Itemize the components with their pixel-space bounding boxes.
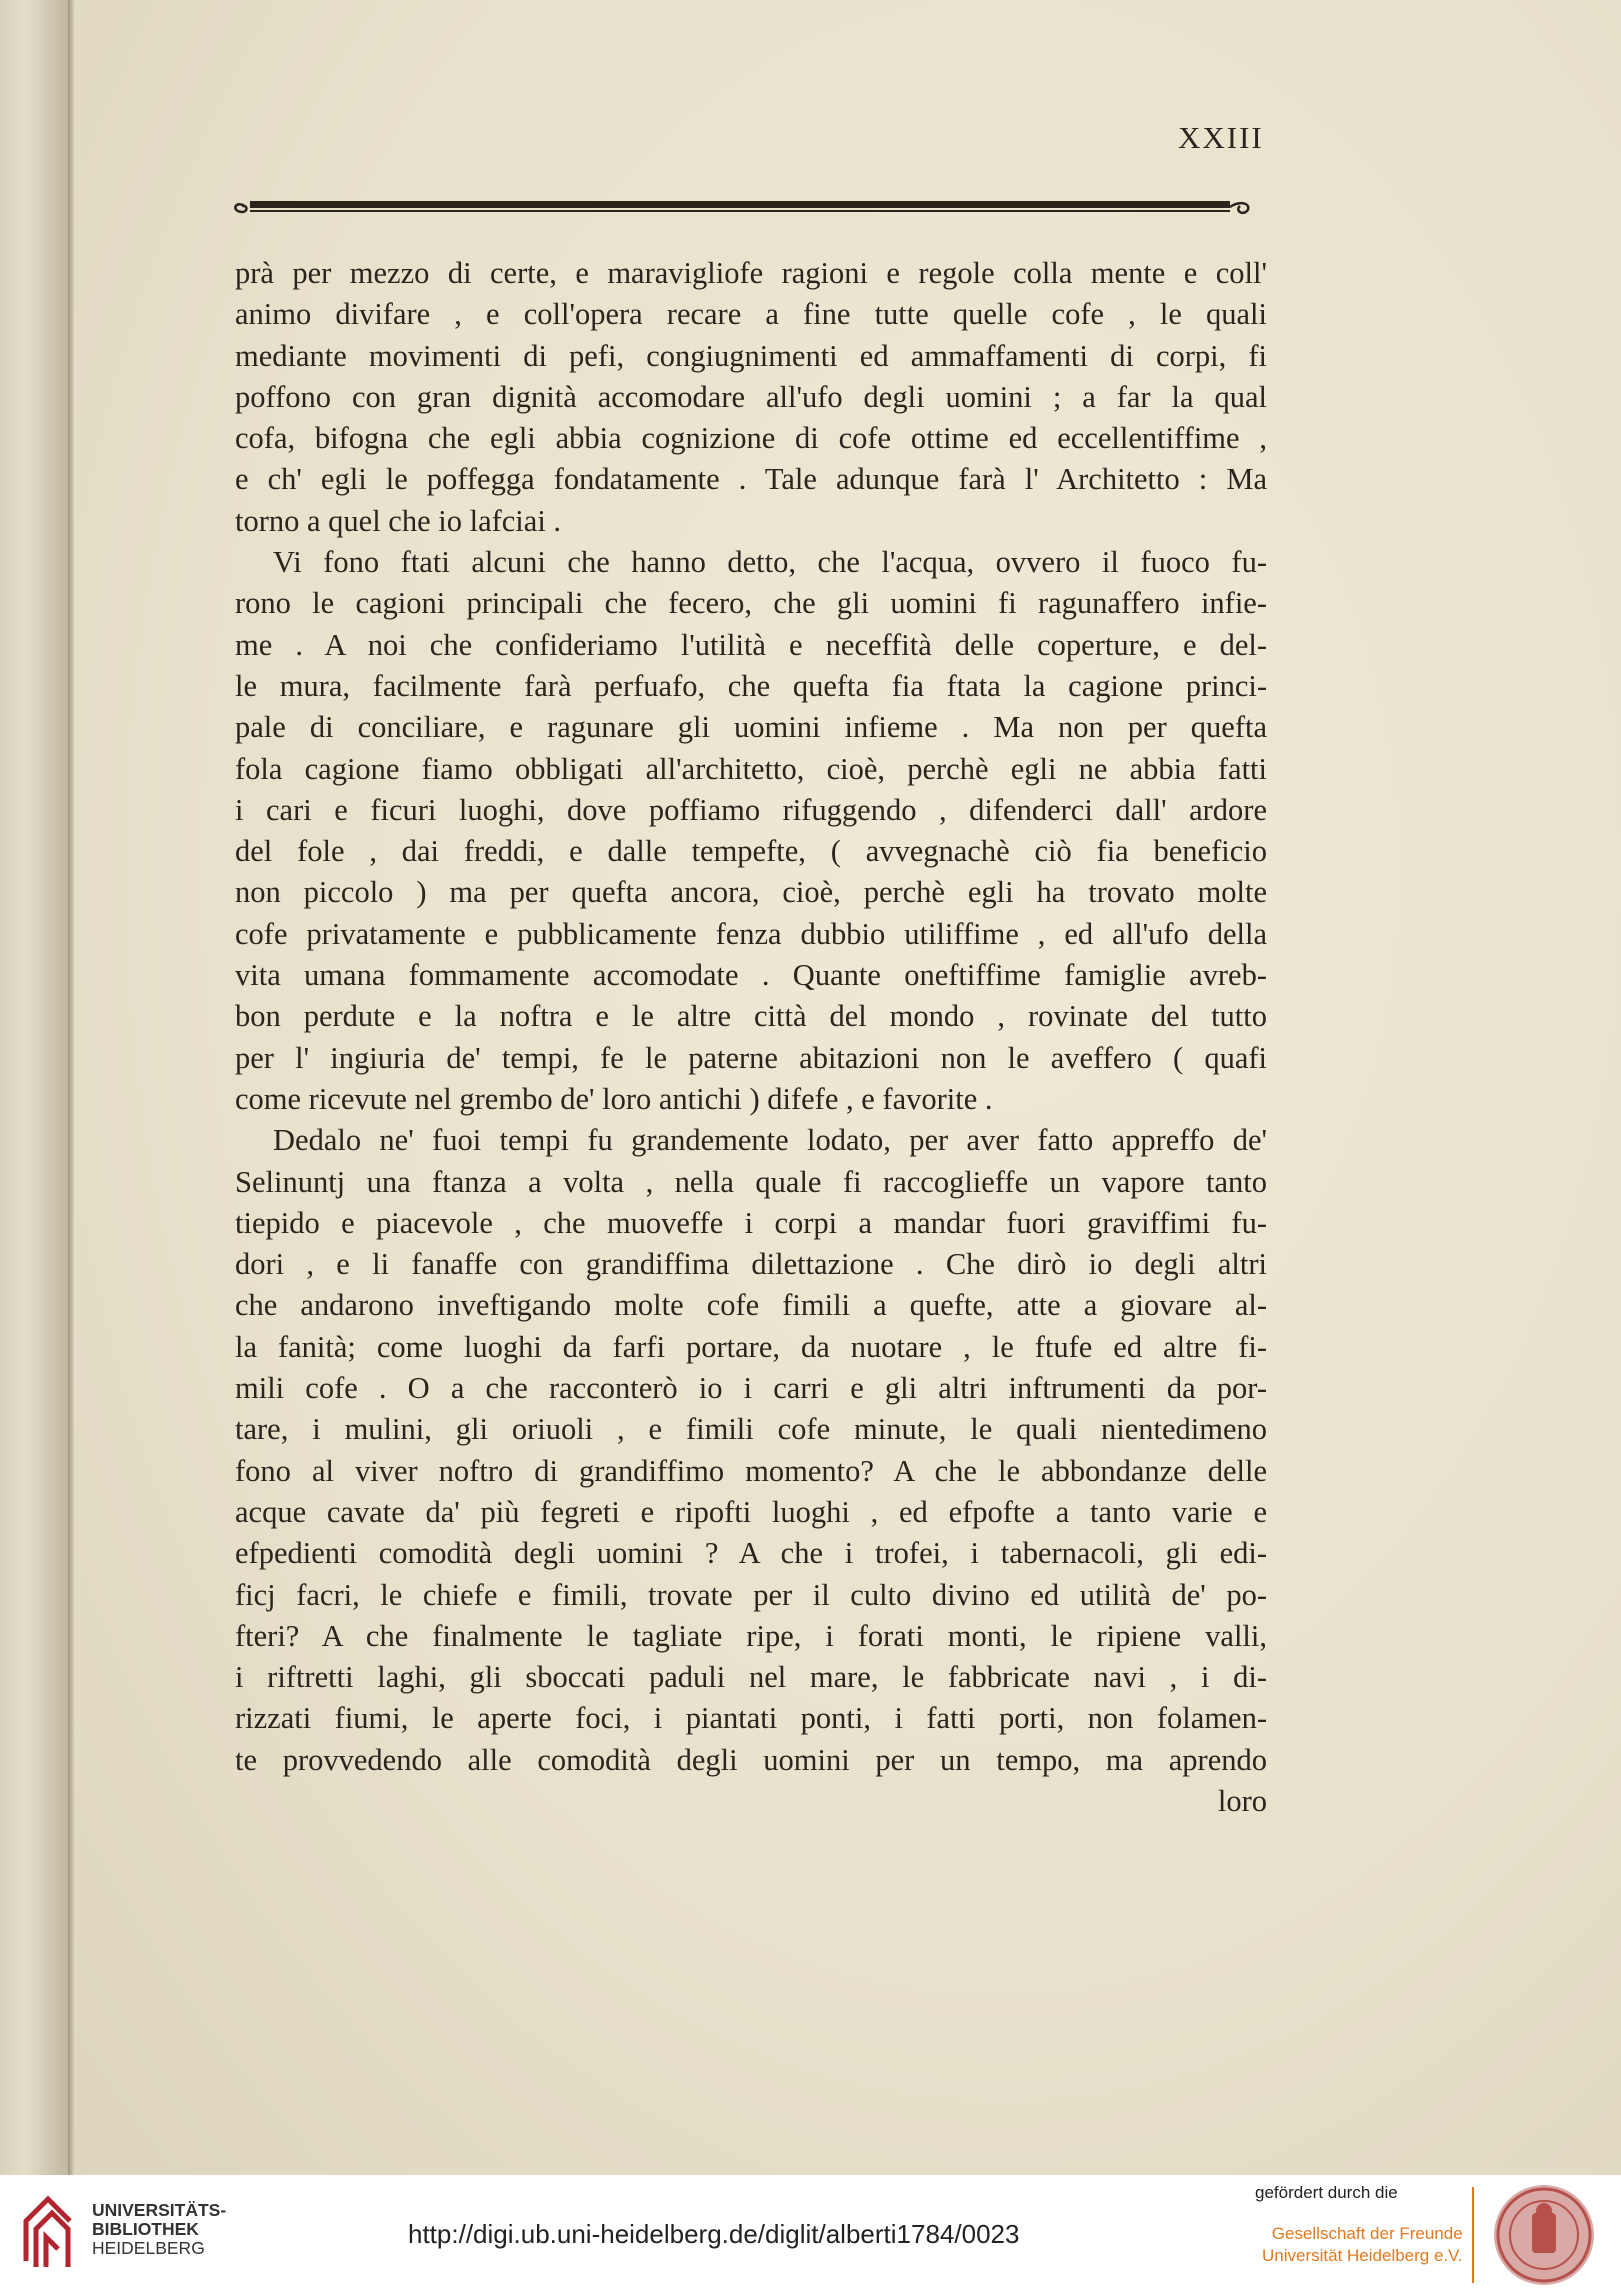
body-text <box>235 253 1267 1822</box>
text-line: te provvedendo alle comodità degli uomini per un tempo, ma aprendo <box>235 1742 1267 1777</box>
text-line: come ricevute nel grembo de' loro antichi ) difefe , e favorite . <box>235 1081 993 1116</box>
text-line: poffono con gran dignità accomodare all'ufo degli uomini ; a far la qual <box>235 379 1267 414</box>
text-line: le mura, facilmente farà perfuafo, che quefta fia ftata la cagione princi- <box>235 668 1267 703</box>
text-line: bon perdute e la noftra e le altre città del mondo , rovinate del tutto <box>235 999 1267 1034</box>
sponsor-name[interactable] <box>1262 2223 1463 2267</box>
text-line: me . A noi che confideriamo l'utilità e neceffità delle coperture, e del- <box>235 627 1267 662</box>
text-line: che andarono inveftigando molte cofe fimili a quefte, atte a giovare al- <box>235 1288 1267 1323</box>
text-line: fola cagione fiamo obbligati all'architetto, cioè, perchè egli ne abbia fatti <box>235 751 1267 786</box>
text-line: prà per mezzo di certe, e maravigliofe ragioni e regole colla mente e coll' <box>235 256 1267 290</box>
text-line: rizzati fiumi, le aperte foci, i piantati ponti, i fatti porti, non folamen- <box>235 1701 1267 1736</box>
text-line: e ch' egli le poffegga fondatamente . Tale adunque farà l' Architetto : Ma <box>235 462 1267 497</box>
library-name <box>92 2201 226 2258</box>
text-line: vita umana fommamente accomodate . Quante oneftiffime famiglie avreb- <box>235 958 1267 993</box>
sponsor-label: gefördert durch die <box>1255 2183 1398 2202</box>
text-line: non piccolo ) ma per quefta ancora, cioè, perchè egli ha trovato molte <box>235 875 1267 910</box>
permalink-url[interactable]: http://digi.ub.uni-heidelberg.de/diglit/alberti1784/0023 <box>408 2219 1020 2249</box>
text-line: Dedalo ne' fuoi tempi fu grandemente lodato, per aver fatto appreffo de' <box>273 1123 1267 1158</box>
text-line: cofe privatamente e pubblicamente fenza dubbio utiliffime , ed all'ufo della <box>235 916 1267 951</box>
sponsor-name-line: Universität Heidelberg e.V. <box>1262 2246 1463 2265</box>
text-line: del fole , dai freddi, e dalle tempefte, ( avvegnachè ciò fia beneficio <box>235 834 1267 869</box>
text-line: dori , e li fanaffe con grandiffima dilettazione . Che dirò io degli altri <box>235 1247 1267 1282</box>
text-line: Selinuntj una ftanza a volta , nella quale fi raccoglieffe un vapore tanto <box>235 1164 1267 1199</box>
text-line: per l' ingiuria de' tempi, fe le paterne abitazioni non le aveffero ( quafi <box>235 1040 1267 1075</box>
text-line: acque cavate da' più fegreti e ripofti luoghi , ed efpofte a tanto varie e <box>235 1494 1267 1529</box>
sponsor-name-line: Gesellschaft der Freunde <box>1271 2224 1463 2243</box>
text-line: i riftretti laghi, gli sboccati paduli nel mare, le fabbricate navi , i di- <box>235 1660 1267 1695</box>
text-line: pale di conciliare, e ragunare gli uomini infieme . Ma non per quefta <box>235 710 1267 745</box>
ornamental-rule <box>232 196 1254 218</box>
binding-gutter <box>0 0 72 2175</box>
text-line: efpedienti comodità degli uomini ? A che i trofei, i tabernacoli, gli edi- <box>235 1536 1267 1571</box>
text-line: ficj facri, le chiefe e fimili, trovate per il culto divino ed utilità de' po- <box>235 1577 1267 1612</box>
viewer-footer <box>0 2175 1621 2291</box>
text-line: i cari e ficuri luoghi, dove poffiamo rifuggendo , difenderci dall' ardore <box>235 792 1267 827</box>
text-line: tare, i mulini, gli oriuoli , e fimili cofe minute, le quali nientedimeno <box>235 1412 1267 1447</box>
text-line: cofa, bifogna che egli abbia cognizione di cofe ottime ed eccellentiffime , <box>235 421 1267 456</box>
university-library-logo-icon[interactable] <box>18 2191 80 2273</box>
text-line: mili cofe . O a che racconterò io i carri e gli altri inftrumenti da por- <box>235 1371 1267 1406</box>
library-name-line: BIBLIOTHEK <box>92 2219 199 2239</box>
text-line: la fanità; come luoghi da farfi portare, da nuotare , le ftufe ed altre fi- <box>235 1329 1267 1364</box>
text-line: fteri? A che finalmente le tagliate ripe, i forati monti, le ripiene valli, <box>235 1618 1267 1653</box>
text-line: fono al viver noftro di grandiffimo momento? A che le abbondanze delle <box>235 1453 1267 1488</box>
text-line: animo divifare , e coll'opera recare a fine tutte quelle cofe , le quali <box>235 297 1267 332</box>
text-line: mediante movimenti di pefi, congiugnimenti ed ammaffamenti di corpi, fi <box>235 338 1267 373</box>
library-name-line: HEIDELBERG <box>92 2238 205 2258</box>
catchword: loro <box>1217 1783 1267 1818</box>
text-line: rono le cagioni principali che fecero, che gli uomini fi ragunaffero infie- <box>235 586 1267 621</box>
university-seal-icon <box>1492 2183 1596 2287</box>
text-line: torno a quel che io lafciai . <box>235 503 562 538</box>
text-line: Vi fono ftati alcuni che hanno detto, che l'acqua, ovvero il fuoco fu- <box>273 545 1267 580</box>
text-line: tiepido e piacevole , che muoveffe i corpi a mandar fuori graviffimi fu- <box>235 1205 1267 1240</box>
footer-divider <box>1472 2187 1474 2283</box>
page-number: XXIII <box>1178 120 1264 155</box>
library-name-line: UNIVERSITÄTS- <box>92 2200 227 2220</box>
